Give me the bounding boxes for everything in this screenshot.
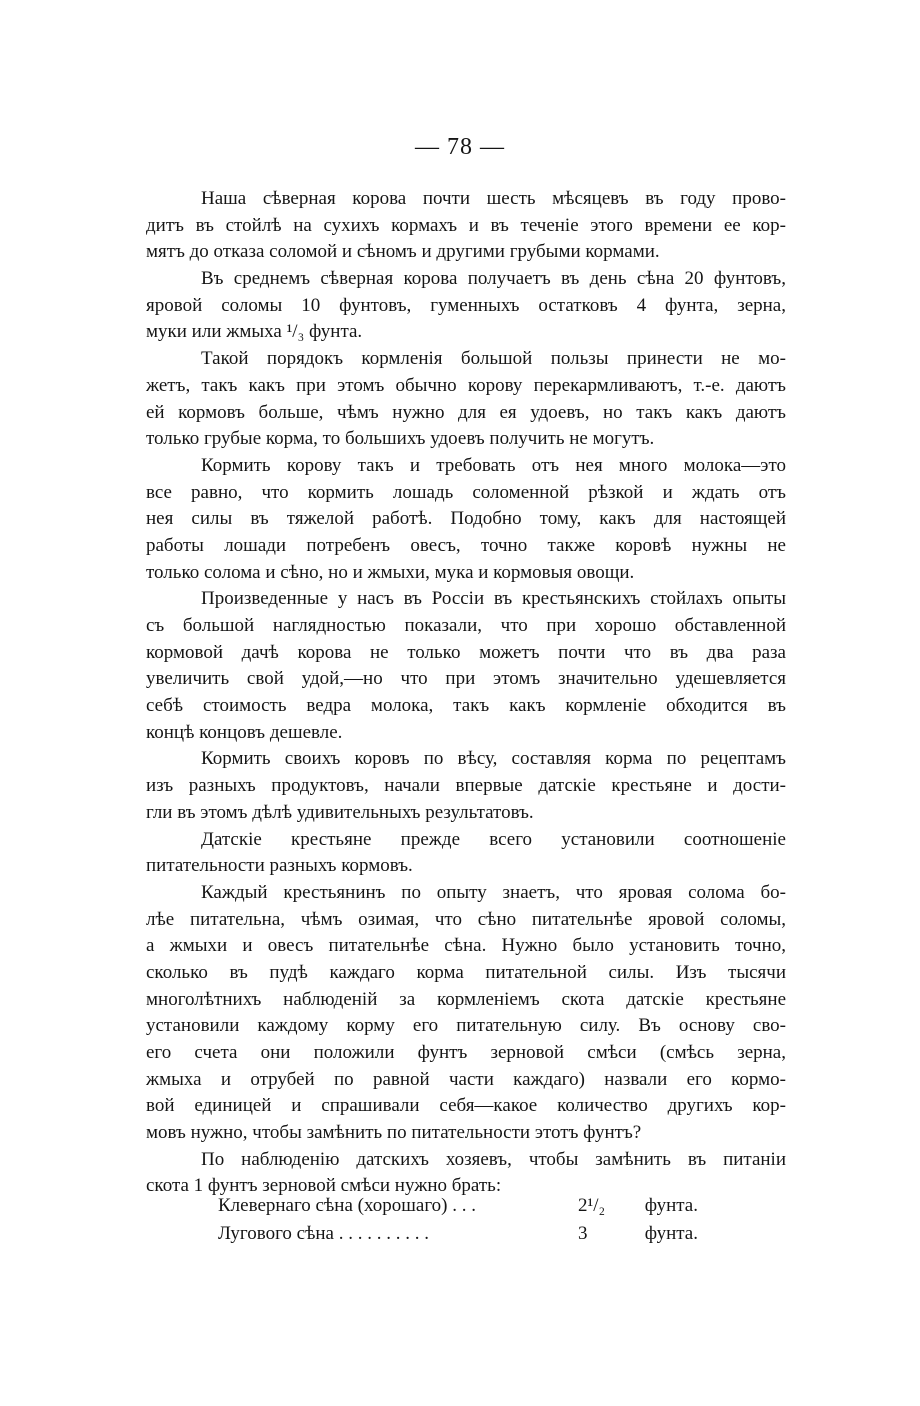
table-row [218,1192,698,1220]
text-line: все равно, что кормить лошадь соломенной рѣзкой и ждать отъ [146,481,786,503]
text-line: лѣе питательна, чѣмъ озимая, что сѣно питательнѣе яровой соломы, [146,908,786,930]
text-line: Въ среднемъ сѣверная корова получаетъ въ день сѣна 20 фунтовъ, [201,268,786,290]
text-line: Кормить корову такъ и требовать отъ нея много молока—это [201,454,786,476]
text-line: только грубые корма, то большихъ удоевъ получить не могутъ. [146,428,655,450]
paragraph [146,453,786,586]
text-line: кормовой дачѣ корова не только можетъ почти что въ два раза [146,641,786,663]
text-line: Произведенные у насъ въ Россіи въ крестьянскихъ стойлахъ опыты [201,588,786,610]
text-line: скота 1 фунтъ зерновой смѣси нужно брать: [146,1175,502,1197]
text-line: Датскіе крестьяне прежде всего установили соотношеніе [201,828,786,850]
text-line: изъ разныхъ продуктовъ, начали впервые датскіе крестьяне и дости- [146,775,786,797]
text-line: съ большой наглядностью показали, что при хорошо обставленной [146,615,786,636]
text-line: себѣ стоимость ведра молока, такъ какъ кормленіе обходится въ [146,695,786,717]
paragraph [146,880,786,1147]
text-line: сколько въ пудѣ каждаго корма питательной силы. Изъ тысячи [146,961,786,983]
text-line: гли въ этомъ дѣлѣ удивительныхъ результатовъ. [146,801,534,823]
table-row [218,1220,698,1248]
row-label: Клевернаго сѣна (хорошаго) . . . [218,1195,476,1216]
text-line: только солома и сѣно, но и жмыхи, мука и кормовыя овощи. [146,561,635,583]
text-line: увеличить свой удой,—но что при этомъ значительно удешевляется [146,668,786,690]
text-line: его счета они положили фунтъ зерновой смѣси (смѣсь зерна, [146,1042,786,1063]
body-text [146,186,786,1200]
paragraph [146,746,786,826]
paragraph [146,266,786,346]
text-line: жетъ, такъ какъ при этомъ обычно корову перекармливаютъ, т.-е. даютъ [146,374,786,396]
paragraph [146,586,786,746]
row-unit: фунта. [644,1223,698,1244]
text-line: многолѣтнихъ наблюденій за кормленіемъ скота датскіе крестьяне [146,988,786,1010]
text-line: а жмыхи и овесъ питательнѣе сѣна. Нужно было установить точно, [146,935,786,957]
text-line: дитъ въ стойлѣ на сухихъ кормахъ и въ теченіе этого времени ее кор- [146,214,786,236]
text-line: питательности разныхъ кормовъ. [146,855,413,877]
page-number: — 78 — [415,134,505,160]
text-line: Наша сѣверная корова почти шесть мѣсяцевъ въ году прово- [201,188,786,209]
text-line: нея силы въ тяжелой работѣ. Подобно тому, какъ для настоящей [146,508,786,530]
text-line: Такой порядокъ кормленія большой пользы принести не мо- [201,348,786,370]
text-line: работы лошади потребенъ овесъ, точно также коровѣ нужны не [146,534,786,556]
text-line: ей кормовъ больше, чѣмъ нужно для ея удоевъ, но такъ какъ даютъ [146,401,786,423]
text-line: концѣ концовъ дешевле. [146,721,343,743]
text-line: По наблюденію датскихъ хозяевъ, чтобы замѣнить въ питаніи [201,1148,786,1170]
row-unit: фунта. [644,1195,698,1216]
row-amount: 3 [578,1223,588,1244]
text-line: мовъ нужно, чтобы замѣнить по питательности этотъ фунтъ? [146,1122,642,1144]
paragraph [146,827,786,880]
text-line: установили каждому корму его питательную силу. Въ основу сво- [146,1015,786,1037]
text-line: Каждый крестьянинъ по опыту знаетъ, что яровая солома бо- [201,881,786,903]
feed-equivalents-table [218,1192,698,1248]
row-amount: 2¹/₂ [578,1195,606,1216]
text-line: яровой соломы 10 фунтовъ, гуменныхъ остатковъ 4 фунта, зерна, [146,294,786,316]
paragraph [146,346,786,453]
text-line: муки или жмыха ¹/₃ фунта. [146,321,363,343]
row-label: Лугового сѣна . . . . . . . . . . [218,1223,429,1244]
paragraph [146,186,786,266]
text-line: мятъ до отказа соломой и сѣномъ и другими грубыми кормами. [146,241,660,263]
text-line: жмыха и отрубей по равной части каждаго) назвали его кормо- [146,1068,786,1090]
text-line: Кормить своихъ коровъ по вѣсу, составляя корма по рецептамъ [201,748,786,770]
text-line: вой единицей и спрашивали себя—какое количество другихъ кор- [146,1095,786,1117]
